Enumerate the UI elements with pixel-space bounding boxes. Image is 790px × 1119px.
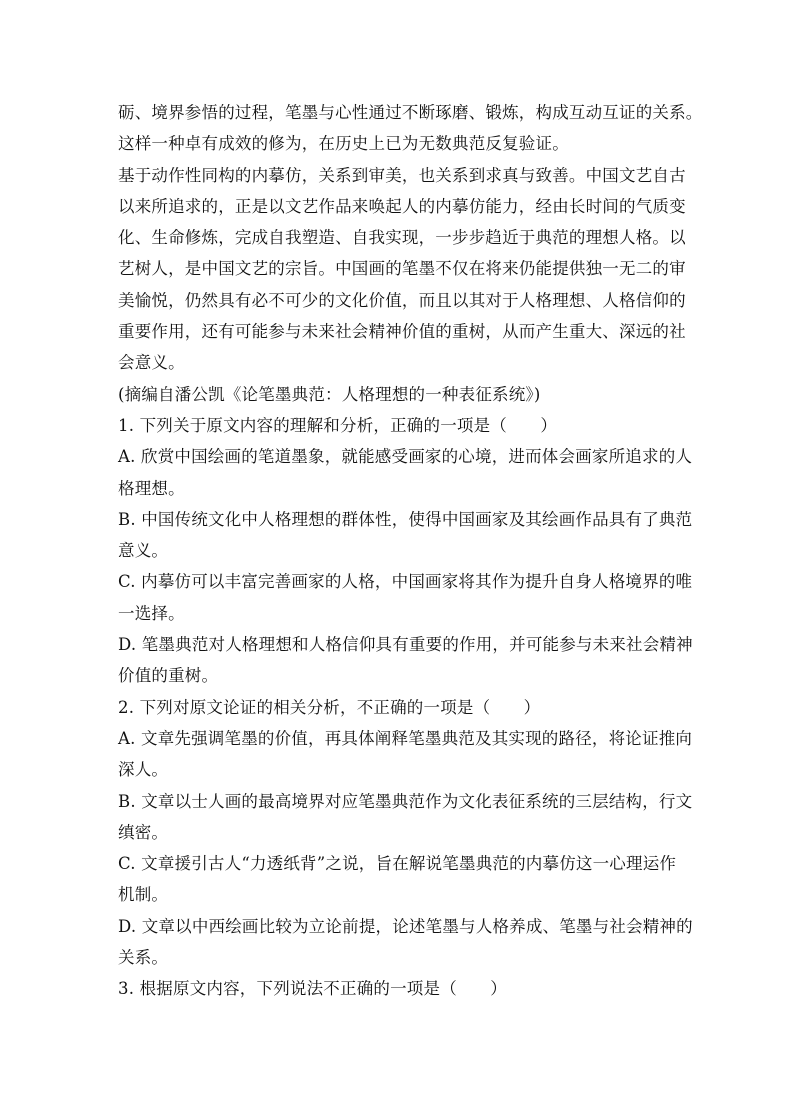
text-line: 这样一种卓有成效的修为，在历史上已为无数典范反复验证。 (118, 134, 569, 154)
question-2-option-b-cont: 缜密。 (118, 822, 169, 842)
text-line: 以来所追求的，正是以文艺作品来唤起人的内摹仿能力，经由长时间的气质变 (118, 196, 686, 216)
text-line: 美愉悦，仍然具有必不可少的文化价值，而且以其对于人格理想、人格信仰的 (118, 290, 686, 310)
question-1-option-c-cont: 一选择。 (118, 603, 185, 623)
text-line: 重要作用，还有可能参与未来社会精神价值的重树，从而产生重大、深远的社 (118, 322, 686, 342)
question-2-option-d: D. 文章以中西绘画比较为立论前提，论述笔墨与人格养成、笔墨与社会精神的 (118, 916, 693, 936)
question-2-option-d-cont: 关系。 (118, 948, 169, 968)
text-line: 化、生命修炼，完成自我塑造、自我实现，一步步趋近于典范的理想人格。以 (118, 228, 686, 248)
question-2-option-a-cont: 深人。 (118, 760, 169, 780)
question-2-option-b: B. 文章以士人画的最高境界对应笔墨典范作为文化表征系统的三层结构，行文 (118, 791, 693, 811)
question-1-option-a-cont: 格理想。 (118, 478, 185, 498)
text-line: 艺树人，是中国文艺的宗旨。中国画的笔墨不仅在将来仍能提供独一无二的审 (118, 259, 686, 279)
question-2: 2. 下列对原文论证的相关分析，不正确的一项是（ ） (118, 697, 541, 717)
question-1-option-d: D. 笔墨典范对人格理想和人格信仰具有重要的作用，并可能参与未来社会精神 (118, 635, 693, 655)
question-2-option-a: A. 文章先强调笔墨的价值，再具体阐释笔墨典范及其实现的路径，将论证推向 (118, 728, 693, 748)
source-citation: (摘编自潘公凯《论笔墨典范：人格理想的一种表征系统》) (118, 384, 541, 404)
question-2-option-c-cont: 机制。 (118, 885, 169, 905)
question-1-option-a: A. 欣赏中国绘画的笔道墨象，就能感受画家的心境，进而体会画家所追求的人 (118, 447, 693, 467)
question-1-option-b: B. 中国传统文化中人格理想的群体性，使得中国画家及其绘画作品具有了典范 (118, 509, 693, 529)
question-1: 1. 下列关于原文内容的理解和分析，正确的一项是（ ） (118, 415, 558, 435)
question-1-option-d-cont: 价值的重树。 (118, 666, 219, 686)
document-body (118, 97, 703, 1005)
question-2-option-c: C. 文章援引古人“力透纸背”之说，旨在解说笔墨典范的内摹仿这一心理运作 (118, 854, 677, 874)
text-line: 砺、境界参悟的过程，笔墨与心性通过不断琢磨、锻炼，构成互动互证的关系。 (118, 103, 703, 122)
text-line: 基于动作性同构的内摹仿，关系到审美，也关系到求真与致善。中国文艺自古 (118, 165, 686, 185)
text-line: 会意义。 (118, 353, 185, 373)
question-1-option-b-cont: 意义。 (118, 541, 169, 561)
question-1-option-c: C. 内摹仿可以丰富完善画家的人格，中国画家将其作为提升自身人格境界的唯 (118, 572, 693, 592)
question-3: 3. 根据原文内容，下列说法不正确的一项是（ ） (118, 979, 507, 999)
